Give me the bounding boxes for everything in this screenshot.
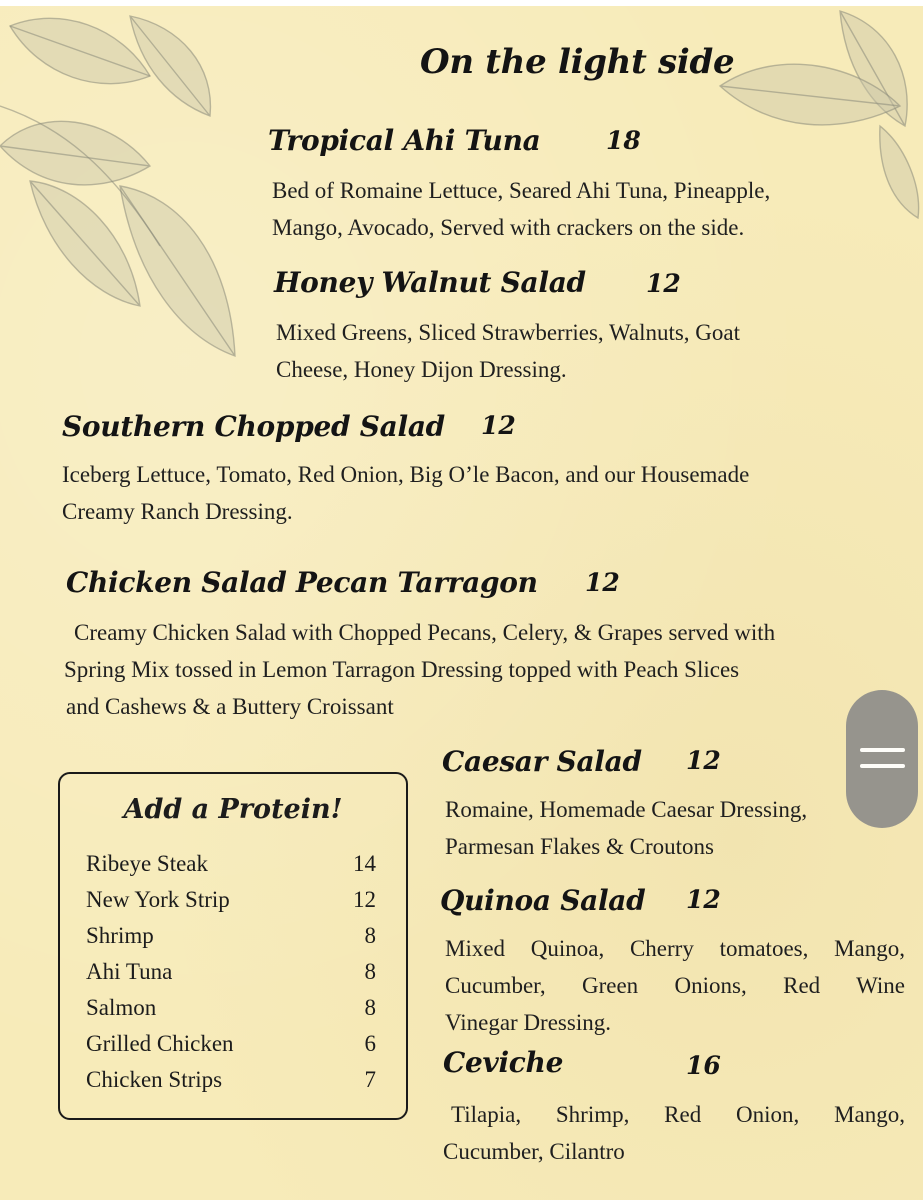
protein-box-title: Add a Protein! [123,794,343,825]
description-line: Cheese, Honey Dijon Dressing. [276,357,567,382]
item-price: 12 [585,568,620,597]
protein-price: 12 [353,887,376,912]
protein-name: Ahi Tuna [86,959,173,984]
item-description [443,1096,905,1170]
protein-price: 14 [353,851,376,876]
description-line: Parmesan Flakes & Croutons [445,834,714,859]
description-line: Vinegar Dressing. [445,1010,611,1035]
protein-row [86,882,376,918]
item-price: 18 [606,126,641,155]
item-name-tropical-ahi-tuna: Tropical Ahi Tuna [268,124,541,157]
item-name-caesar-salad: Caesar Salad [442,745,642,778]
leaf-decoration-left [0,6,260,376]
protein-price: 7 [364,1067,376,1092]
item-description [445,930,905,1041]
protein-price: 8 [364,995,376,1020]
item-price: 12 [686,746,721,775]
description-line: Creamy Ranch Dressing. [62,499,293,524]
protein-name: Salmon [86,995,157,1020]
item-description [445,791,807,865]
description-line: Cucumber, Cilantro [443,1139,625,1164]
scroll-handle[interactable] [846,690,918,828]
item-name-ceviche: Ceviche [443,1046,564,1079]
description-line: Romaine, Homemade Caesar Dressing, [445,797,808,822]
description-line: Cucumber, Green Onions, Red Wine [445,973,905,998]
protein-row [86,990,376,1026]
protein-row [86,918,376,954]
description-line: Mango, Avocado, Served with crackers on the side. [272,215,745,240]
description-line: Mixed Quinoa, Cherry tomatoes, Mango, [445,936,905,961]
protein-row [86,1026,376,1062]
protein-row [86,954,376,990]
top-edge [0,0,923,6]
item-price: 12 [646,269,681,298]
item-name-quinoa-salad: Quinoa Salad [440,884,646,917]
protein-row [86,1062,376,1098]
item-description [272,172,770,246]
item-price: 12 [686,885,721,914]
description-line: Mixed Greens, Sliced Strawberries, Walnuts, Goat [276,320,741,345]
item-price: 16 [686,1051,721,1080]
item-description [276,314,740,388]
protein-row [86,846,376,882]
protein-price: 8 [364,923,376,948]
protein-name: Chicken Strips [86,1067,223,1092]
description-line: Creamy Chicken Salad with Chopped Pecans, Celery, & Grapes served with [74,620,776,645]
item-description [62,456,749,530]
protein-price: 6 [364,1031,376,1056]
description-line: Spring Mix tossed in Lemon Tarragon Dressing topped with Peach Slices [64,657,740,682]
item-name-chicken-salad-pecan-tarragon: Chicken Salad Pecan Tarragon [66,566,538,599]
item-name-southern-chopped-salad: Southern Chopped Salad [62,410,445,443]
protein-price: 8 [364,959,376,984]
protein-list [86,846,376,1098]
protein-name: New York Strip [86,887,230,912]
page-title: On the light side [420,42,735,82]
description-line: and Cashews & a Buttery Croissant [66,694,394,719]
protein-name: Grilled Chicken [86,1031,234,1056]
add-protein-box [58,772,408,1120]
protein-name: Ribeye Steak [86,851,208,876]
protein-name: Shrimp [86,923,154,948]
description-line: Bed of Romaine Lettuce, Seared Ahi Tuna, Pineapple, [272,178,771,203]
item-description [64,614,775,725]
item-price: 12 [481,411,516,440]
description-line: Tilapia, Shrimp, Red Onion, Mango, [451,1102,905,1127]
item-name-honey-walnut-salad: Honey Walnut Salad [274,266,586,299]
description-line: Iceberg Lettuce, Tomato, Red Onion, Big O’le Bacon, and our Housemade [62,462,750,487]
